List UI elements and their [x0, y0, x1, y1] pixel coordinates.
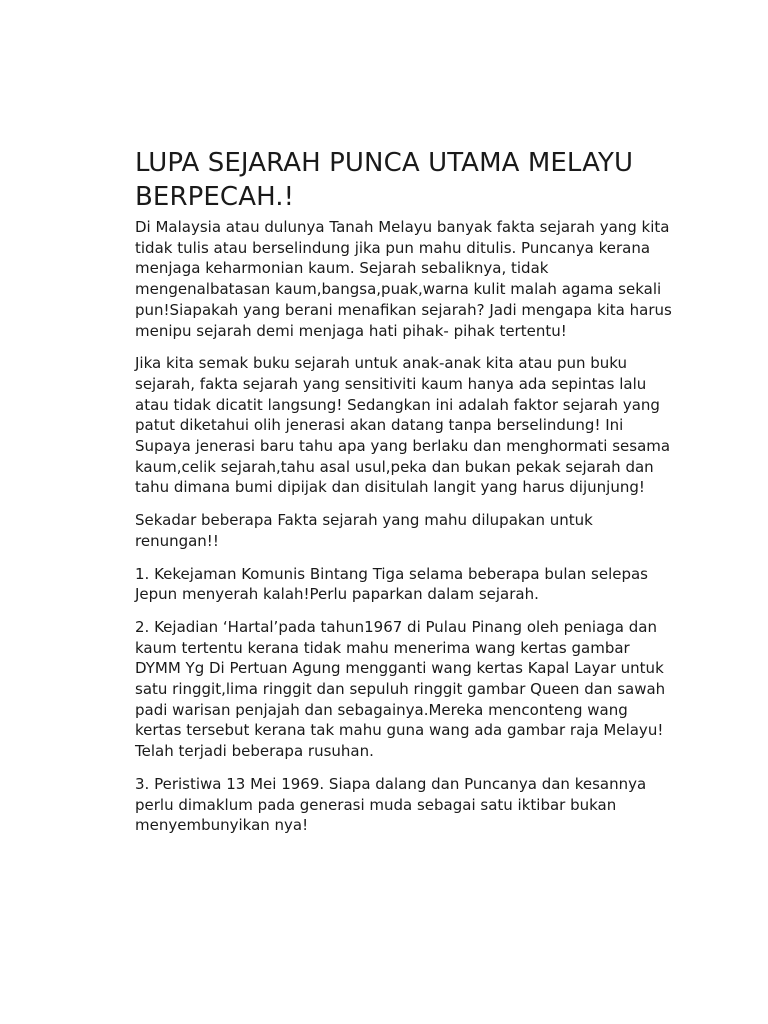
paragraph-intro: Di Malaysia atau dulunya Tanah Melayu banyak fakta sejarah yang kita tidak tulis atau berselindung jika pun mahu ditulis. Puncanya kerana menjaga keharmonian kaum. Sejarah sebaliknya, tidak mengenalbatasan kaum,bangsa,puak,warna kulit malah agama sekali pun!Siapakah yang berani menafikan sejarah? Jadi mengapa kita harus menipu sejarah demi menjaga hati pihak- pihak tertentu!: [135, 218, 672, 340]
list-item-fact-2: 2. Kejadian ‘Hartal’pada tahun1967 di Pulau Pinang oleh peniaga dan kaum tertentu kerana tidak mahu menerima wang kertas gambar DYMM Yg Di Pertuan Agung mengganti wang kertas Kapal Layar untuk satu ringgit,lima ringgit dan sepuluh ringgit gambar Queen dan sawah padi warisan penjajah dan sebagainya.Mereka menconteng wang kertas tersebut kerana tak mahu guna wang ada gambar raja Melayu! Telah terjadi beberapa rusuhan.: [135, 617, 666, 761]
paragraph-history-books: Jika kita semak buku sejarah untuk anak-anak kita atau pun buku sejarah, fakta sejarah yang sensitiviti kaum hanya ada sepintas lalu atau tidak dicatit langsung! Sedangkan ini adalah faktor sejarah yang patut diketahui olih jenerasi akan datang tanpa berselindung! Ini Supaya jenerasi baru tahu apa yang berlaku dan menghormati sesama kaum,celik sejarah,tahu asal usul,peka dan bukan pekak sejarah dan tahu dimana bumi dipijak dan disitulah langit yang harus dijunjung!: [135, 354, 671, 497]
list-item-fact-3: 3. Peristiwa 13 Mei 1969. Siapa dalang dan Puncanya dan kesannya perlu dimaklum pada generasi muda sebagai satu iktibar bukan menyembunyikan nya!: [135, 774, 647, 835]
list-item-fact-1: 1. Kekejaman Komunis Bintang Tiga selama beberapa bulan selepas Jepun menyerah kalah!Perlu paparkan dalam sejarah.: [135, 564, 648, 604]
document-title: LUPA SEJARAH PUNCA UTAMA MELAYU BERPECAH.!: [135, 148, 634, 212]
document-page: [135, 146, 675, 848]
paragraph-facts-intro: Sekadar beberapa Fakta sejarah yang mahu dilupakan untuk renungan!!: [135, 511, 593, 550]
